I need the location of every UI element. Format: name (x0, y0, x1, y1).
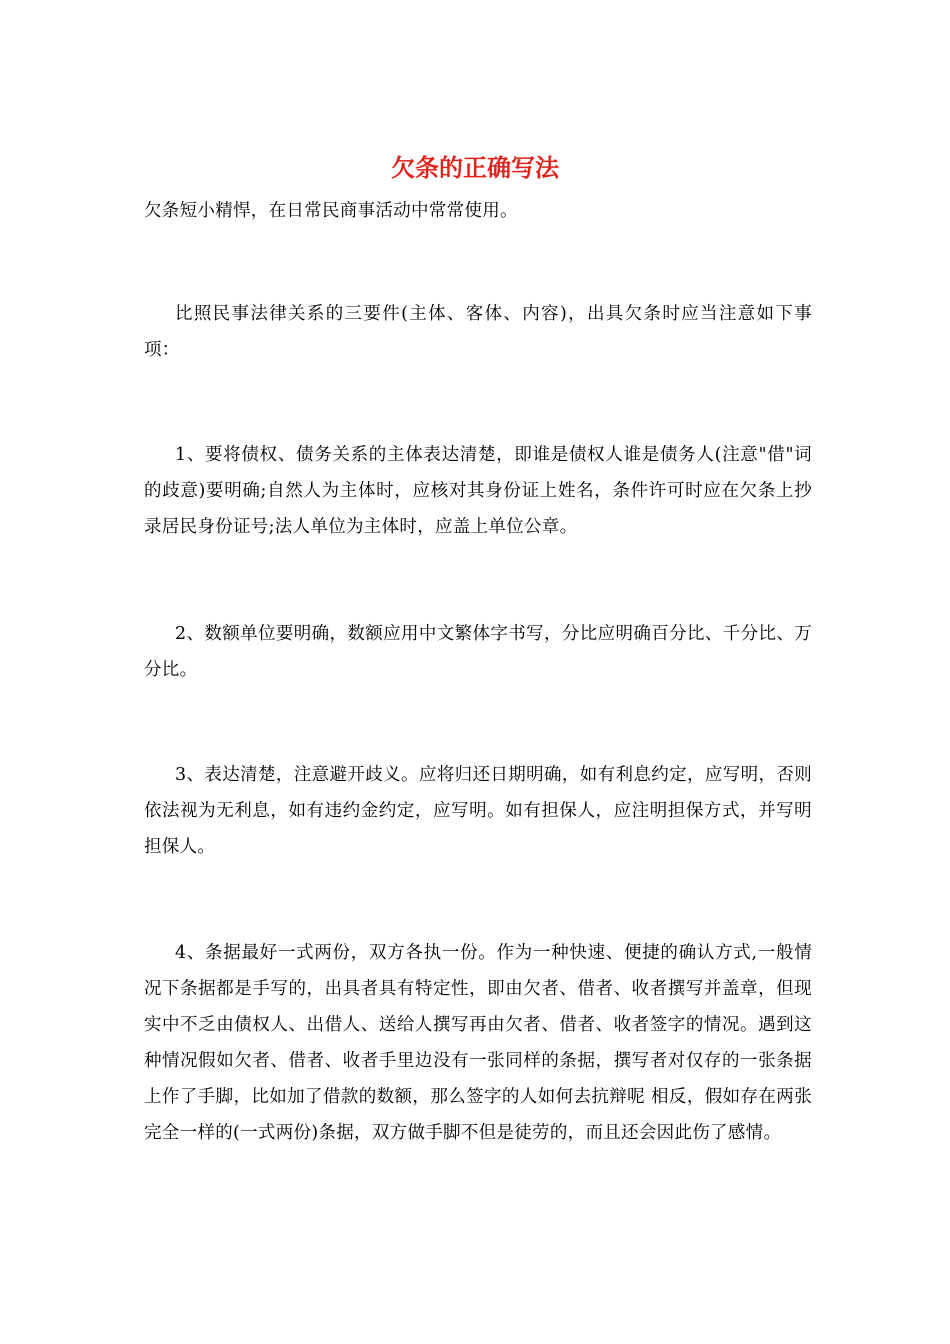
paragraph-item-1: 1、要将债权、债务关系的主体表达清楚，即谁是债权人谁是债务人(注意"借"词的歧意)要明确;自然人为主体时，应核对其身份证上姓名，条件许可时应在欠条上抄录居民身份证号;法人单位为主体时，应盖上单位公章。 (144, 445, 812, 537)
document-title: 欠条的正确写法 (391, 153, 559, 182)
paragraph-item-4: 4、条据最好一式两份，双方各执一份。作为一种快速、便捷的确认方式,一般情况下条据都是手写的，出具者具有特定性，即由欠者、借者、收者撰写并盖章，但现实中不乏由债权人、出借人、送给人撰写再由欠者、借者、收者签字的情况。遇到这种情况假如欠者、借者、收者手里边没有一张同样的条据，撰写者对仅存的一张条据上作了手脚，比如加了借款的数额，那么签字的人如何去抗辩呢 相反，假如存在两张完全一样的(一式两份)条据，双方做手脚不但是徒劳的，而且还会因此伤了感情。 (144, 943, 812, 1143)
paragraph-item-2: 2、数额单位要明确，数额应用中文繁体字书写，分比应明确百分比、千分比、万分比。 (144, 624, 812, 680)
paragraph-item-3: 3、表达清楚，注意避开歧义。应将归还日期明确，如有利息约定，应写明，否则依法视为无利息，如有违约金约定，应写明。如有担保人，应注明担保方式，并写明担保人。 (144, 765, 812, 857)
paragraph-overview: 比照民事法律关系的三要件(主体、客体、内容)，出具欠条时应当注意如下事项： (144, 304, 812, 360)
paragraph-intro: 欠条短小精悍，在日常民商事活动中常常使用。 (144, 201, 518, 221)
